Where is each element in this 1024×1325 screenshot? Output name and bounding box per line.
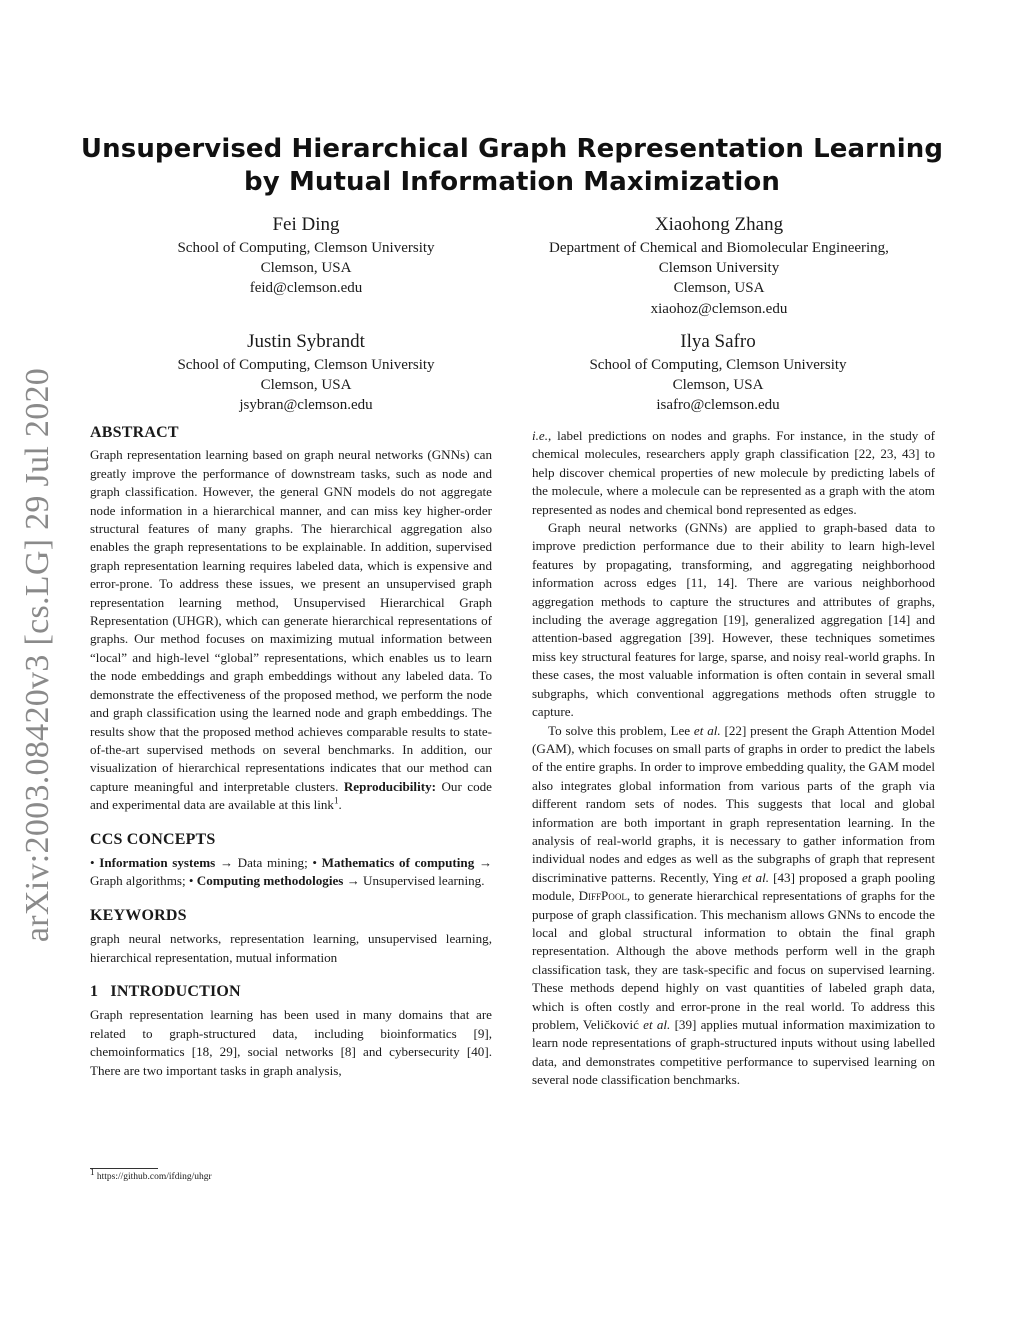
author-affiliation: School of Computing, Clemson University (589, 357, 847, 373)
author-affiliation-2: Clemson University (658, 260, 780, 277)
author-affiliation: School of Computing, Clemson University (177, 240, 435, 256)
footnote: $^1$ https://github.com/ifding/uhgr (90, 1167, 212, 1183)
gnn-paragraph: Graph neural networks (GNNs) are applied to graph-based data to improve prediction performance due to their ability to learn high-level features by propagating, transforming, and aggregating neighborhood information across edges [11, 14]. There are various neighborhood aggregation methods to capture the structures and attributes of graphs, including the average aggregation [19], generalized aggregation [14] and attention-based aggregation [39]. However, these techniques sometimes miss key structural features for large, sparse, and noisy real-world graphs. In these cases, the most valuable information is often contain in several small subgraphs, which conventional aggregations methods often struggle to capture. (532, 520, 935, 720)
author-block-4 (560, 329, 876, 416)
author-block-2 (510, 212, 928, 319)
paper-title: Unsupervised Hierarchical Graph Representation Learning by Mutual Information Maximization (80, 134, 944, 197)
author-email: isafro@clemson.edu (656, 397, 780, 414)
right-column (532, 427, 935, 1090)
related-work-paragraph: To solve this problem, Lee et al. [22] present the Graph Attention Model (GAM), which focuses on small parts of graphs in order to predict the labels of the entire graphs. In order to improve embedding quality, the GAM model also integrates global information from various parts of the graph via different random sets of nodes. This suggests that local and global information are both important in graph representation learning. In the analysis of real-world graphs, it is necessary to gather information from individual nodes and edges as well as the subgraphs of graph that represent discriminative patterns. Recently, Ying et al. [43] proposed a graph pooling module, DiffPool, to generate hierarchical representations of graphs for the purpose of graph classification. This mechanism allows GNNs to encode the local and global structural information to obtain the final graph representation. Although the above methods perform well in the graph classification task, they are task-specific and focus on supervised learning. These methods depend highly on vast quantities of labeled graph data, which is often costly and error-prone in the real world. To address this problem, Veličković et al. [39] applies mutual information maximization to learn node representations of graph-structured inputs without using labelled data, and demonstrates competitive performance to supervised learning on several node classification benchmarks. (532, 722, 936, 1088)
keywords-heading: KEYWORDS (90, 906, 187, 924)
footnote-rule (90, 1168, 158, 1169)
intro-heading: 1 INTRODUCTION (90, 982, 241, 1000)
author-affiliation: Department of Chemical and Biomolecular Engineering, (549, 240, 889, 256)
left-column (90, 424, 492, 1080)
author-location: Clemson, USA (673, 280, 765, 297)
author-affiliation: School of Computing, Clemson University (177, 357, 435, 373)
keywords-text: graph neural networks, representation learning, unsupervised learning, hierarchical representation, mutual information (90, 931, 492, 965)
author-location: Clemson, USA (260, 377, 352, 394)
author-location: Clemson, USA (672, 377, 764, 394)
intro-paragraph-continued: i.e., label predictions on nodes and graphs. For instance, in the study of chemical molecules, researchers apply graph classification [22, 23, 43] to help discover chemical properties of new molecule by predicting labels of the molecule, where a molecule can be represented as a graph with the atom represented as nodes and chemical bond represented as edges. (532, 428, 935, 517)
arxiv-sidebar (8, 0, 68, 1325)
diffpool-name: DiffPool (578, 888, 627, 904)
intro-paragraph: Graph representation learning has been used in many domains that are related to graph-structured data, including bioinformatics [9], chemoinformatics [18, 29], social networks [8] and cybersecurity [40]. There are two important tasks in graph analysis, (90, 1007, 492, 1078)
author-name: Justin Sybrandt (247, 331, 365, 352)
author-name: Fei Ding (272, 214, 340, 235)
ccs-concepts: • Information systems → Data mining; • Mathematics of computing → Graph algorithms; • Computing methodologies → Unsupervised learning. (90, 854, 492, 889)
abstract-heading: ABSTRACT (90, 424, 179, 441)
reproducibility-label: Reproducibility: (343, 778, 436, 794)
author-email: jsybran@clemson.edu (239, 397, 373, 414)
author-email: xiaohoz@clemson.edu (650, 300, 788, 317)
author-name: Ilya Safro (680, 331, 756, 352)
ccs-heading: CCS CONCEPTS (90, 830, 216, 848)
abstract-text: Graph representation learning based on graph neural networks (GNNs) can greatly improve the performance of downstream tasks, such as node and graph classification. However, the general GNN models do not aggregate node information in a hierarchical manner, and can miss key higher-order structural features of many graphs. The hierarchical aggregation also enables the graph representations to be explainable. In addition, supervised graph representation learning requires labeled data, which is expensive and error-prone. To address these issues, we present an unsupervised graph representation learning method, Unsupervised Hierarchical Graph Representation (UHGR), which can generate hierarchical representations of graphs. Our method focuses on maximizing mutual information between “local” and high-level “global” representations, which enables us to learn the node embeddings and graph embeddings without any labeled data. To demonstrate the effectiveness of the proposed method, we perform the node and graph classification using the learned node and graph embeddings. The results show that the proposed method achieves comparable results to state-of-the-art supervised methods on several benchmarks. In addition, our visualization of hierarchical representations indicates that our method can capture meaningful and interpretable clusters. Reproducibility: Our code and experimental data are available at this link$^1$. (90, 447, 492, 813)
author-name: Xiaohong Zhang (654, 214, 784, 235)
footnote-mark: 1 (333, 795, 339, 806)
author-email: feid@clemson.edu (249, 280, 363, 297)
author-block-1 (150, 212, 462, 299)
arxiv-identifier: arXiv:2003.08420v3 [cs.LG] 29 Jul 2020 (19, 367, 56, 943)
footnote-link[interactable]: https://github.com/ifding/uhgr (96, 1172, 212, 1183)
author-location: Clemson, USA (260, 260, 352, 277)
author-block-3 (150, 329, 462, 416)
